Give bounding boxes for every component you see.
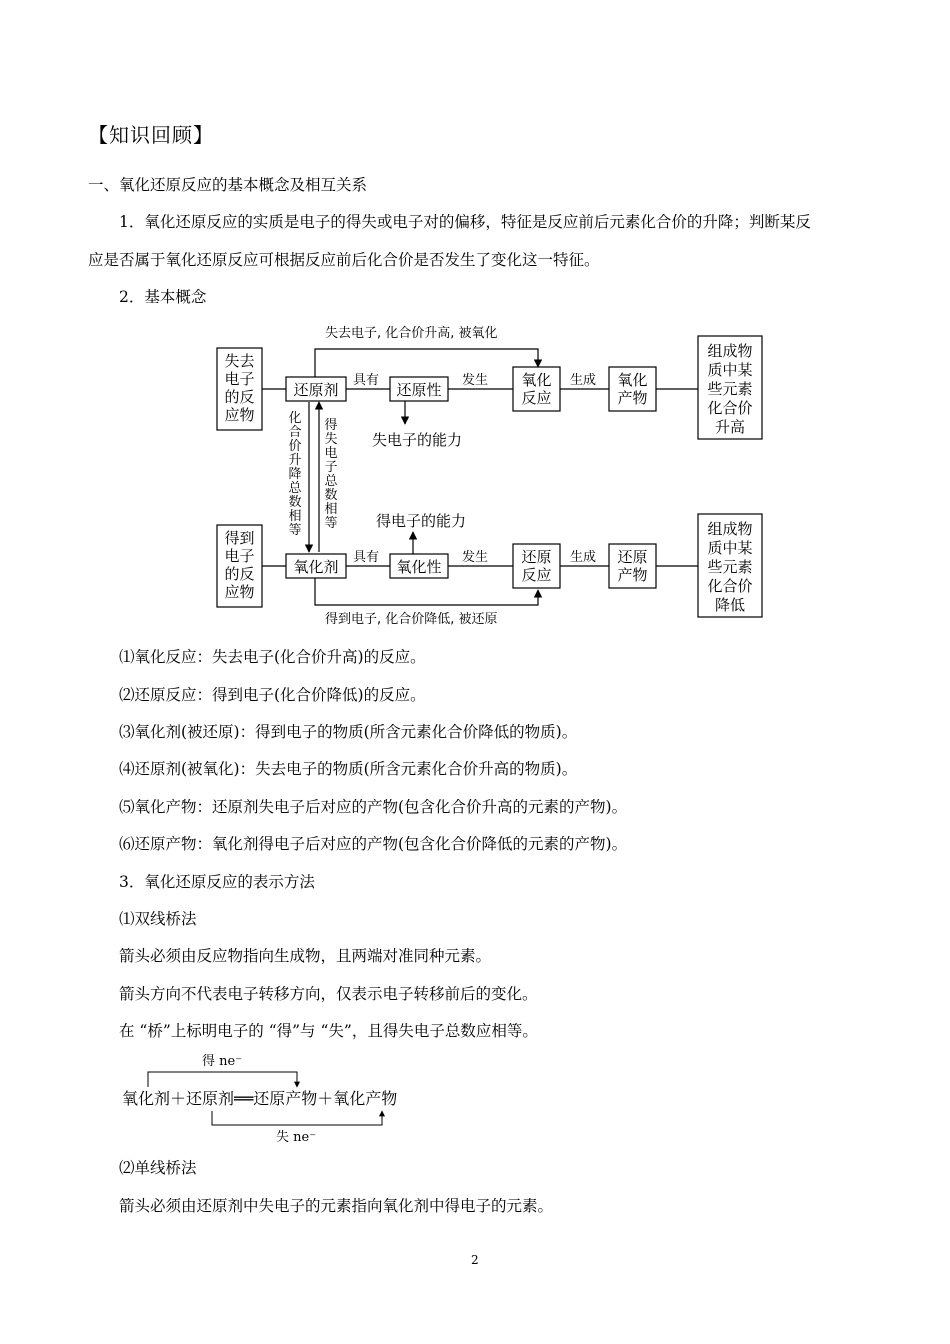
left-bottom-line-2: 电子	[224, 547, 255, 565]
left-bottom-line-3: 的反	[224, 565, 255, 583]
right-bottom-line-3: 些元素	[707, 558, 753, 576]
left-bottom-line-4: 应物	[224, 583, 255, 601]
svg-text:数: 数	[324, 488, 338, 503]
single-bridge-heading: ⑵单线桥法	[119, 1159, 197, 1177]
reducibility-label: 还原性	[396, 381, 442, 399]
svg-text:失: 失	[324, 432, 338, 447]
right-top-line-3: 些元素	[707, 380, 753, 398]
svg-text:化: 化	[288, 411, 302, 426]
right-bottom-line-1: 组成物	[707, 520, 753, 538]
right-bottom-line-5: 降低	[714, 596, 746, 614]
oxidant-label: 氧化剂	[293, 558, 339, 576]
svg-text:相: 相	[324, 502, 338, 517]
top-path-label: 失去电子, 化合价升高, 被氧化	[325, 326, 498, 341]
double-bridge-rule-1: 箭头必须由反应物指向生成物，且两端对准同种元素。	[119, 947, 492, 965]
svg-text:相: 相	[288, 509, 302, 524]
left-top-line-3: 的反	[224, 388, 255, 406]
svg-text:合: 合	[288, 425, 302, 440]
paragraph-1-line-2: 应是否属于氧化还原反应可根据反应前后化合价是否发生了变化这一特征。	[88, 251, 600, 269]
top-connector	[315, 349, 538, 377]
gain-bridge	[148, 1072, 297, 1087]
has-label-1: 具有	[353, 373, 380, 388]
left-top-line-4: 应物	[224, 406, 255, 424]
right-top-line-1: 组成物	[707, 342, 753, 360]
gain-ability-label: 得电子的能力	[376, 512, 467, 530]
definition-5: ⑸氧化产物：还原剂失电子后对应的产物(包含化合价升高的元素的产物)。	[119, 798, 628, 816]
single-bridge-rule-1: 箭头必须由还原剂中失电子的元素指向氧化剂中得电子的元素。	[119, 1197, 554, 1215]
definition-3: ⑶氧化剂(被还原)：得到电子的物质(所含元素化合价降低的物质)。	[119, 723, 578, 741]
oxidation-reaction-line-2: 反应	[521, 389, 552, 407]
concept-diagram	[0, 0, 950, 640]
definition-6: ⑹还原产物：氧化剂得电子后对应的产物(包含化合价降低的元素的产物)。	[119, 835, 628, 853]
left-bottom-line-1: 得到	[224, 529, 255, 547]
left-top-line-2: 电子	[224, 370, 255, 388]
svg-text:子: 子	[324, 460, 338, 475]
svg-text:得: 得	[324, 418, 338, 433]
reductant-label: 还原剂	[293, 381, 339, 399]
svg-text:数: 数	[288, 495, 302, 510]
oxidizability-label: 氧化性	[396, 558, 442, 576]
basic-concepts-heading: 2．基本概念	[119, 288, 207, 306]
oxidation-product-line-2: 产物	[617, 389, 648, 407]
page-title: 【知识回顾】	[88, 123, 214, 147]
double-bridge-rule-3: 在 “桥”上标明电子的 “得”与 “失”，且得失电子总数应相等。	[119, 1022, 538, 1040]
definition-1: ⑴氧化反应：失去电子(化合价升高)的反应。	[119, 648, 426, 666]
produce-label-1: 生成	[570, 373, 597, 388]
svg-text:等: 等	[288, 523, 302, 538]
right-bottom-line-2: 质中某	[707, 539, 753, 557]
svg-text:等: 等	[324, 516, 338, 531]
definition-4: ⑷还原剂(被氧化)：失去电子的物质(所含元素化合价升高的物质)。	[119, 760, 578, 778]
double-bridge-equation	[100, 1045, 460, 1150]
reduction-reaction-line-2: 反应	[521, 566, 552, 584]
bottom-connector	[315, 578, 538, 605]
gain-electrons-label: 得 ne⁻	[202, 1054, 243, 1069]
definition-2: ⑵还原反应：得到电子(化合价降低)的反应。	[119, 686, 426, 704]
page-number: 2	[471, 1253, 479, 1267]
reduction-product-line-1: 还原	[617, 548, 648, 566]
left-top-line-1: 失去	[224, 352, 255, 370]
double-bridge-rule-2: 箭头方向不代表电子转移方向，仅表示电子转移前后的变化。	[119, 985, 538, 1003]
svg-text:总: 总	[324, 474, 338, 489]
produce-label-2: 生成	[570, 550, 597, 565]
undergo-label-2: 发生	[462, 550, 489, 565]
has-label-2: 具有	[353, 550, 380, 565]
paragraph-1-line-1: 1．氧化还原反应的实质是电子的得失或电子对的偏移，特征是反应前后元素化合价的升降；判断某反	[119, 213, 811, 231]
equation-text: 氧化剂＋还原剂══还原产物＋氧化产物	[122, 1089, 398, 1108]
svg-text:电: 电	[324, 446, 338, 461]
lose-ability-label: 失电子的能力	[372, 431, 463, 449]
double-bridge-heading: ⑴双线桥法	[119, 910, 197, 928]
reduction-product-line-2: 产物	[617, 566, 648, 584]
section-heading: 一、氧化还原反应的基本概念及相互关系	[88, 176, 368, 194]
reduction-reaction-line-1: 还原	[521, 548, 552, 566]
right-bottom-line-4: 化合价	[707, 577, 753, 595]
oxidation-product-line-1: 氧化	[617, 371, 648, 389]
svg-text:降: 降	[288, 467, 302, 482]
lose-bridge	[212, 1111, 382, 1125]
svg-text:价: 价	[288, 439, 302, 454]
oxidation-reaction-line-1: 氧化	[521, 371, 552, 389]
bottom-path-label: 得到电子, 化合价降低, 被还原	[325, 612, 498, 627]
right-top-line-2: 质中某	[707, 361, 753, 379]
lose-electrons-label: 失 ne⁻	[276, 1130, 317, 1145]
representation-heading: 3．氧化还原反应的表示方法	[119, 873, 315, 891]
svg-text:升: 升	[288, 453, 302, 468]
right-top-line-5: 升高	[714, 418, 746, 436]
right-top-line-4: 化合价	[707, 399, 753, 417]
undergo-label-1: 发生	[462, 373, 489, 388]
svg-text:总: 总	[288, 481, 302, 496]
